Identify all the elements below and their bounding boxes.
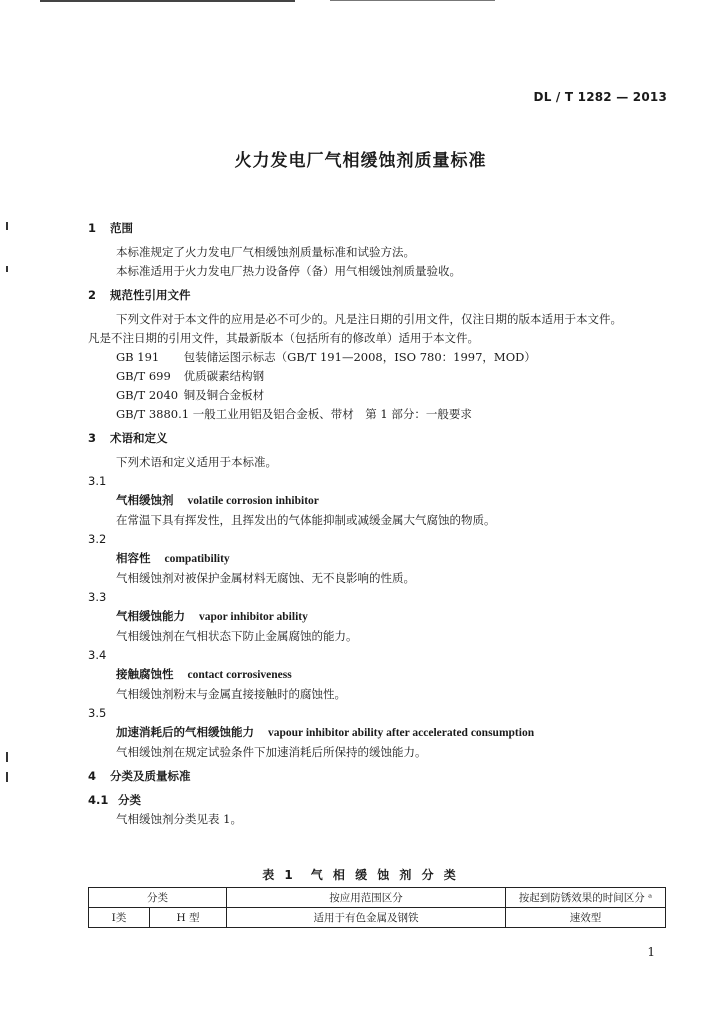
section-title: 范围 [110,221,133,235]
paragraph: 本标准规定了火力发电厂气相缓蚀剂质量标准和试验方法。 [116,245,415,259]
section-number: 1 [88,221,97,235]
reference-item [88,348,668,367]
term-definition: 在常温下具有挥发性，且挥发出的气体能抑制或减缓金属大气腐蚀的物质。 [116,513,496,527]
table-header-cell: 按应用范围区分 [227,888,506,908]
table-cell: H 型 [150,908,227,928]
reference-code: GB 191 [116,350,160,364]
scan-artifact-line [330,0,495,1]
reference-code: GB/T 2040 [116,388,179,402]
reference-code: GB/T 3880.1 [116,407,190,421]
term-chinese: 相容性 [116,551,151,565]
term-chinese: 接触腐蚀性 [116,667,174,681]
table-cell: 速效型 [506,908,666,928]
reference-code: GB/T 699 [116,369,171,383]
table-cell: 适用于有色金属及钢铁 [227,908,506,928]
term-number: 3.2 [88,532,107,546]
section-number: 3 [88,431,97,445]
term-heading [88,549,668,569]
subsection-heading [88,791,668,810]
section-title: 分类及质量标准 [110,769,191,783]
term-english: volatile corrosion inhibitor [187,495,319,507]
term-number: 3.1 [88,474,107,488]
reference-title: 一般工业用铝及铝合金板、带材 第 1 部分：一般要求 [192,407,472,421]
section-title: 术语和定义 [110,431,168,445]
section-heading [88,219,668,238]
scan-margin-mark [6,222,8,230]
reference-item [88,386,668,405]
section-heading [88,429,668,448]
scan-margin-mark [6,266,8,272]
term-heading [88,665,668,685]
reference-title: 铜及铜合金板材 [183,388,265,402]
term-english: compatibility [164,553,230,565]
document-body [88,219,668,829]
paragraph: 下列术语和定义适用于本标准。 [116,455,277,469]
reference-item [88,367,668,386]
section-heading [88,767,668,786]
table-caption: 表 1 气 相 缓 蚀 剂 分 类 [262,868,459,882]
term-definition: 气相缓蚀剂粉末与金属直接接触时的腐蚀性。 [116,687,346,701]
subsection-number: 4.1 [88,793,109,807]
term-chinese: 气相缓蚀剂 [116,493,174,507]
term-heading [88,491,668,511]
section-title: 规范性引用文件 [110,288,191,302]
term-english: contact corrosiveness [187,669,292,681]
subsection-title: 分类 [118,793,141,807]
term-english: vapor inhibitor ability [199,611,308,623]
scan-margin-mark [6,752,8,762]
paragraph-continuation: 凡是不注日期的引用文件，其最新版本（包括所有的修改单）适用于本文件。 [88,331,479,345]
table-row [89,908,666,928]
term-number: 3.5 [88,706,107,720]
document-title: 火力发电厂气相缓蚀剂质量标准 [234,151,487,171]
reference-title: 优质碳素结构钢 [183,369,265,383]
term-number: 3.4 [88,648,107,662]
classification-table [88,887,666,928]
term-english: vapour inhibitor ability after accelerated consumption [268,727,535,739]
term-definition: 气相缓蚀剂在气相状态下防止金属腐蚀的能力。 [116,629,358,643]
page-number: 1 [647,945,655,959]
term-number: 3.3 [88,590,107,604]
section-number: 2 [88,288,97,302]
paragraph: 本标准适用于火力发电厂热力设备停（备）用气相缓蚀剂质量验收。 [116,264,461,278]
section-number: 4 [88,769,97,783]
scan-margin-mark [6,772,8,782]
table-header-row [89,888,666,908]
scan-artifact-line [40,0,295,2]
standard-code: DL / T 1282 — 2013 [533,90,667,104]
paragraph: 气相缓蚀剂分类见表 1。 [116,812,242,826]
table-header-cell: 按起到防锈效果的时间区分 ᵃ [506,888,666,908]
term-heading [88,607,668,627]
term-definition: 气相缓蚀剂对被保护金属材料无腐蚀、无不良影响的性质。 [116,571,415,585]
term-chinese: 气相缓蚀能力 [116,609,185,623]
reference-item [88,405,668,424]
section-heading [88,286,668,305]
table-header-cell: 分类 [89,888,227,908]
reference-title: 包装储运图示标志（GB/T 191—2008，ISO 780：1997，MOD） [183,350,536,364]
term-chinese: 加速消耗后的气相缓蚀能力 [116,725,254,739]
term-definition: 气相缓蚀剂在规定试验条件下加速消耗后所保持的缓蚀能力。 [116,745,427,759]
table-cell: Ⅰ类 [89,908,150,928]
term-heading [88,723,668,743]
paragraph: 下列文件对于本文件的应用是必不可少的。凡是注日期的引用文件，仅注日期的版本适用于本文件。 [116,312,622,326]
